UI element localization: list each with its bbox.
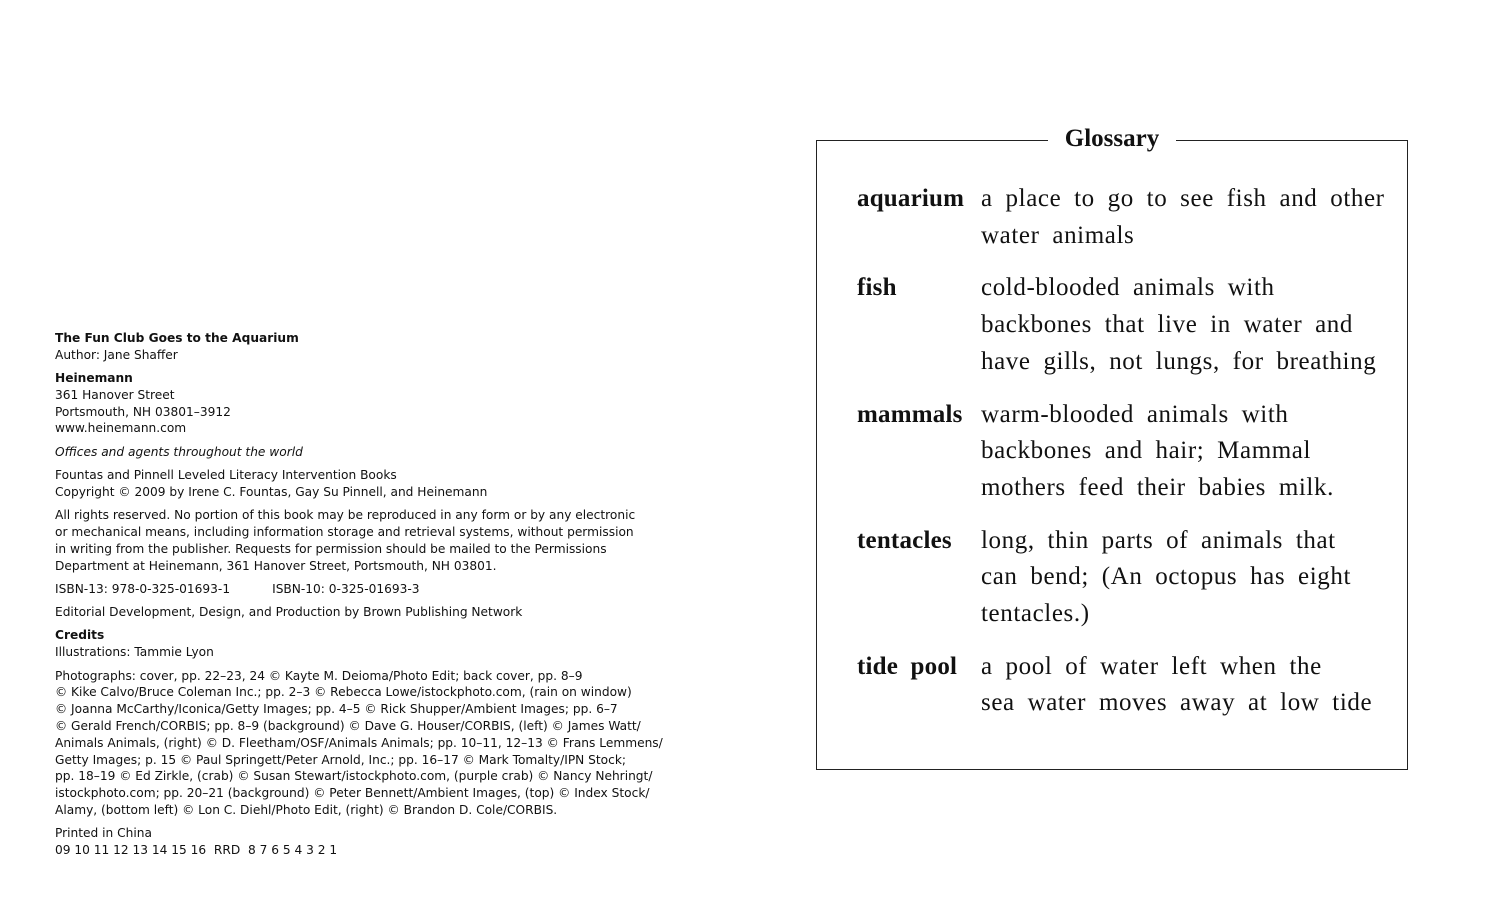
glossary-box <box>816 125 1408 770</box>
photo-credit-line: istockphoto.com; pp. 20–21 (background) © Peter Bennett/Ambient Images, (top) © Index Stock/ <box>55 786 650 801</box>
definition-line: backbones that live in water and <box>981 311 1354 339</box>
photo-credit-line: Animals Animals, (right) © D. Fleetham/OSF/Animals Animals; pp. 10–11, 12–13 © Frans Lemmens/ <box>55 735 663 750</box>
glossary-definition <box>981 181 1397 254</box>
glossary-term: tentacles <box>857 526 952 554</box>
editorial-credit: Editorial Development, Design, and Production by Brown Publishing Network <box>55 605 523 620</box>
series-name: Fountas and Pinnell Leveled Literacy Intervention Books <box>55 468 397 483</box>
book-title: The Fun Club Goes to the Aquarium <box>55 331 299 345</box>
print-codes: 09 10 11 12 13 14 15 16 RRD 8 7 6 5 4 3 2 1 <box>55 843 338 858</box>
definition-line: warm-blooded animals with <box>981 400 1289 428</box>
isbn-13: ISBN-13: 978-0-325-01693-1 <box>55 581 231 596</box>
glossary-term: tide pool <box>857 652 958 680</box>
glossary-entry-tide-pool <box>857 649 1397 722</box>
publisher-block <box>55 370 705 437</box>
glossary-term: mammals <box>857 400 963 428</box>
definition-line: cold-blooded animals with <box>981 274 1275 302</box>
glossary-definition <box>981 649 1397 722</box>
definition-line: can bend; (An octopus has eight <box>981 563 1352 591</box>
rights-statement <box>55 507 705 574</box>
glossary-definition <box>981 397 1397 507</box>
copyright-page <box>55 330 705 865</box>
glossary-entries <box>857 181 1397 738</box>
publisher-street: 361 Hanover Street <box>55 387 175 402</box>
glossary-term: aquarium <box>857 185 965 212</box>
credits-block <box>55 627 705 661</box>
publisher-website: www.heinemann.com <box>55 421 187 436</box>
glossary-entry-fish <box>857 270 1397 380</box>
glossary-entry-tentacles <box>857 523 1397 633</box>
photo-credit-line: © Joanna McCarthy/Iconica/Getty Images; pp. 4–5 © Rick Shupper/Ambient Images; pp. 6–7 <box>55 702 618 717</box>
definition-line: water animals <box>981 221 1135 249</box>
photo-credits <box>55 668 705 819</box>
photo-credit-line: © Gerald French/CORBIS; pp. 8–9 (background) © Dave G. Houser/CORBIS, (left) © James Watt/ <box>55 718 641 733</box>
definition-line: sea water moves away at low tide <box>981 689 1373 717</box>
printed-in: Printed in China <box>55 826 152 841</box>
copyright-line: Copyright © 2009 by Irene C. Fountas, Gay Su Pinnell, and Heinemann <box>55 484 488 499</box>
credits-heading: Credits <box>55 628 105 643</box>
illustrations-credit: Illustrations: Tammie Lyon <box>55 645 214 660</box>
photo-credit-line: Alamy, (bottom left) © Lon C. Diehl/Photo Edit, (right) © Brandon D. Cole/CORBIS. <box>55 802 558 817</box>
definition-line: tentacles.) <box>981 600 1090 628</box>
rights-line: in writing from the publisher. Requests for permission should be mailed to the Permissions <box>55 541 607 556</box>
isbn-row <box>55 581 705 598</box>
printing-info <box>55 825 705 859</box>
glossary-entry-mammals <box>857 397 1397 507</box>
glossary-term: fish <box>857 274 897 302</box>
glossary-definition <box>981 270 1397 380</box>
definition-line: have gills, not lungs, for breathing <box>981 347 1377 375</box>
offices-note: Offices and agents throughout the world <box>55 444 303 459</box>
rights-line: Department at Heinemann, 361 Hanover Street, Portsmouth, NH 03801. <box>55 558 497 573</box>
publisher-city: Portsmouth, NH 03801–3912 <box>55 404 231 419</box>
publisher-name: Heinemann <box>55 371 133 386</box>
book-author: Author: Jane Shaffer <box>55 347 178 362</box>
glossary-entry-aquarium <box>857 181 1397 254</box>
photo-credit-line: Getty Images; p. 15 © Paul Springett/Peter Arnold, Inc.; pp. 16–17 © Mark Tomalty/IPN Stock; <box>55 752 627 767</box>
definition-line: backbones and hair; Mammal <box>981 437 1312 465</box>
definition-line: a place to go to see fish and other <box>981 185 1385 212</box>
glossary-title <box>817 125 1407 153</box>
glossary-title-text: Glossary <box>1048 125 1176 152</box>
glossary-definition <box>981 523 1397 633</box>
rights-line: or mechanical means, including information storage and retrieval systems, without permission <box>55 524 634 539</box>
isbn-10: ISBN-10: 0-325-01693-3 <box>272 581 420 596</box>
photo-credit-line: © Kike Calvo/Bruce Coleman Inc.; pp. 2–3 © Rebecca Lowe/istockphoto.com, (rain on window) <box>55 685 632 700</box>
rights-line: All rights reserved. No portion of this book may be reproduced in any form or by any electronic <box>55 508 636 523</box>
photo-credit-line: Photographs: cover, pp. 22–23, 24 © Kayte M. Deioma/Photo Edit; back cover, pp. 8–9 <box>55 668 583 683</box>
definition-line: a pool of water left when the <box>981 652 1322 680</box>
definition-line: long, thin parts of animals that <box>981 526 1336 554</box>
photo-credit-line: pp. 18–19 © Ed Zirkle, (crab) © Susan Stewart/istockphoto.com, (purple crab) © Nancy Nehringt/ <box>55 769 653 784</box>
definition-line: mothers feed their babies milk. <box>981 473 1334 501</box>
